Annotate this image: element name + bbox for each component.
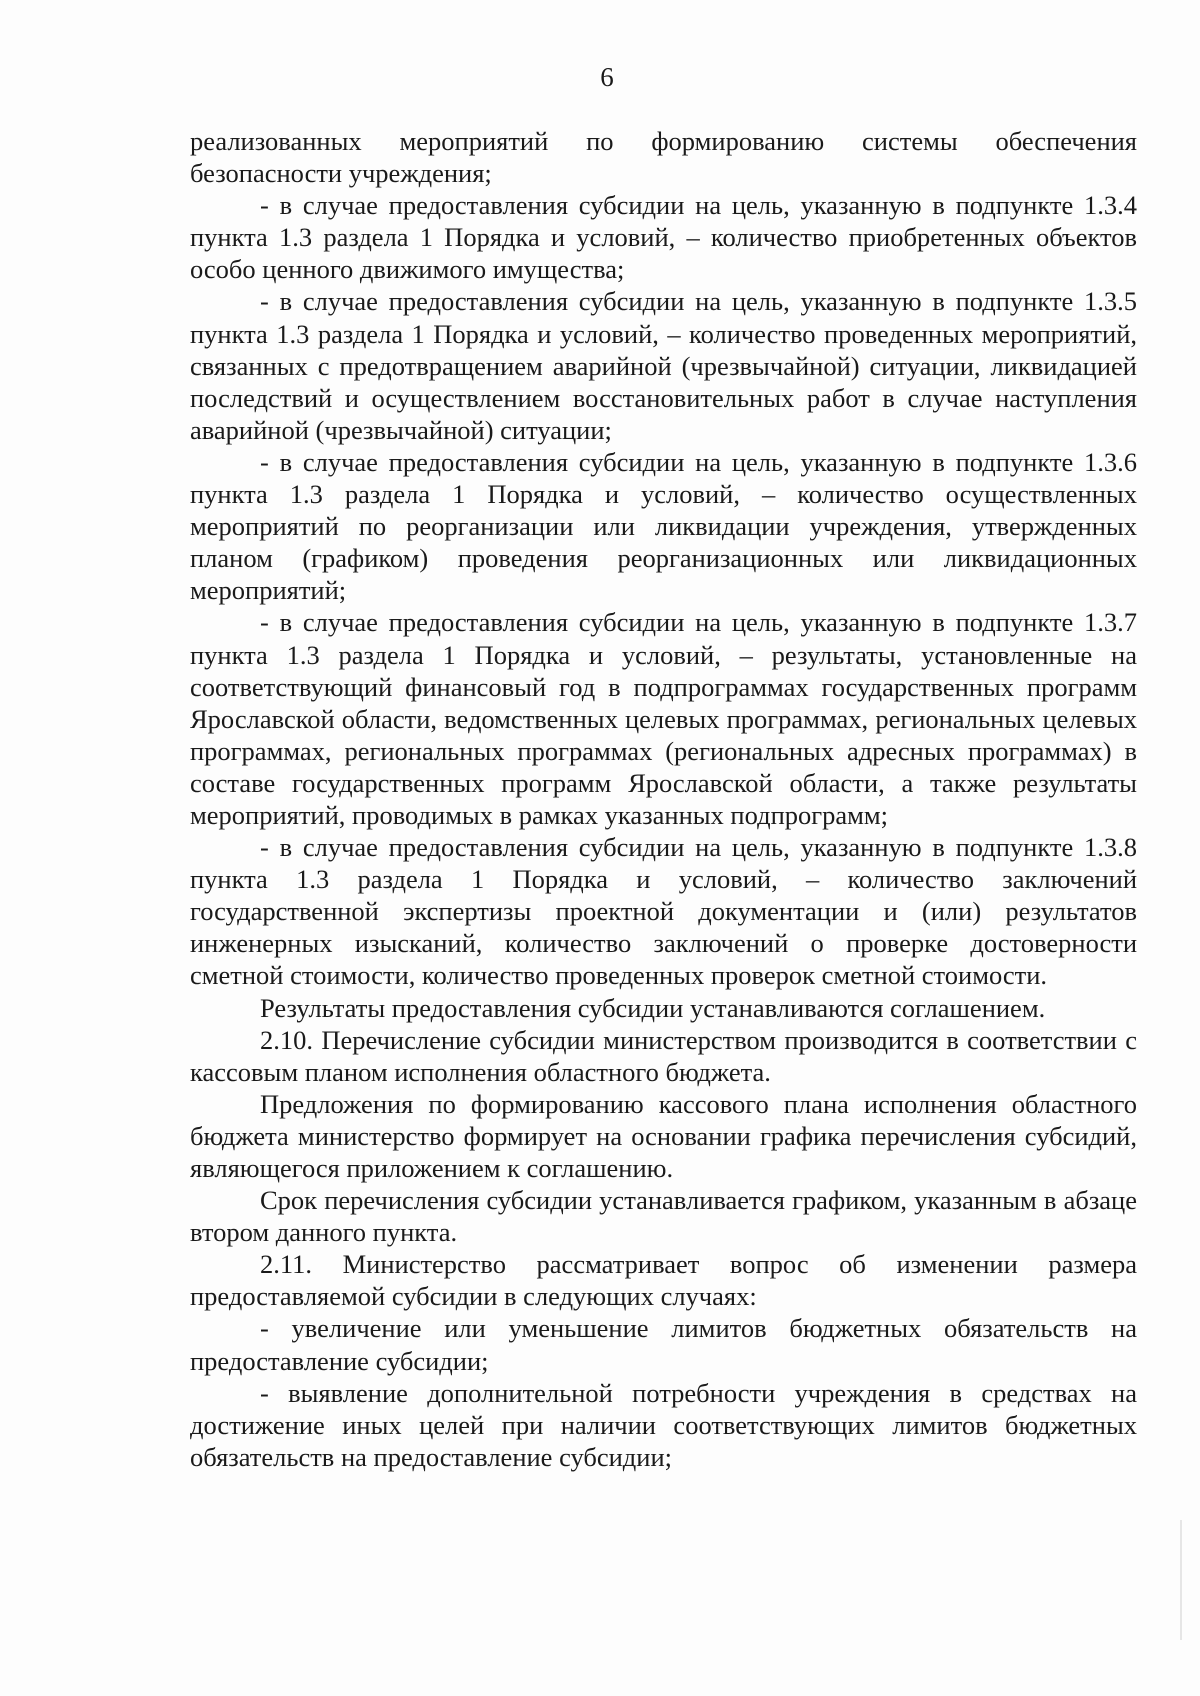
scan-edge-mark: [1180, 1520, 1182, 1640]
paragraph: - в случае предоставления субсидии на цель, указанную в подпункте 1.3.4 пункта 1.3 раздела 1 Порядка и условий, – количество приобретенных объектов особо ценного движимого имущества;: [190, 190, 1137, 285]
paragraph: реализованных мероприятий по формированию системы обеспечения безопасности учреждения;: [190, 126, 1137, 189]
paragraph: - в случае предоставления субсидии на цель, указанную в подпункте 1.3.5 пункта 1.3 раздела 1 Порядка и условий, – количество проведенных мероприятий, связанных с предотвращением аварийной (чрезвычайной) ситуации, ликвидацией последствий и осуществлением восстановительных работ в случае наступления аварийной (чрезвычайной) ситуации;: [190, 286, 1137, 445]
paragraph: Предложения по формированию кассового плана исполнения областного бюджета министерство формирует на основании графика перечисления субсидий, являющегося приложением к соглашению.: [190, 1088, 1137, 1183]
paragraph: - увеличение или уменьшение лимитов бюджетных обязательств на предоставление субсидии;: [190, 1313, 1137, 1376]
document-body: [190, 125, 1137, 1473]
paragraph: - в случае предоставления субсидии на цель, указанную в подпункте 1.3.7 пункта 1.3 раздела 1 Порядка и условий, – результаты, установленные на соответствующий финансовый год в подпрограммах государственных программ Ярославской области, ведомственных целевых программах, региональных целевых программах, региональных программах (региональных адресных программах) в составе государственных программ Ярославской области, а также результаты мероприятий, проводимых в рамках указанных подпрограмм;: [190, 607, 1137, 830]
page-number: 6: [600, 62, 614, 92]
paragraph: Срок перечисления субсидии устанавливается графиком, указанным в абзаце втором данного пункта.: [190, 1185, 1137, 1248]
paragraph: - выявление дополнительной потребности учреждения в средствах на достижение иных целей при наличии соответствующих лимитов бюджетных обязательств на предоставление субсидии;: [190, 1377, 1137, 1472]
paragraph: Результаты предоставления субсидии устанавливаются соглашением.: [260, 992, 1046, 1023]
paragraph: 2.11. Министерство рассматривает вопрос об изменении размера предоставляемой субсидии в следующих случаях:: [190, 1249, 1137, 1312]
paragraph: - в случае предоставления субсидии на цель, указанную в подпункте 1.3.8 пункта 1.3 раздела 1 Порядка и условий, – количество заключений государственной экспертизы проектной документации и (или) результатов инженерных изысканий, количество заключений о проверке достоверности сметной стоимости, количество проведенных проверок сметной стоимости.: [190, 832, 1137, 991]
paragraph: - в случае предоставления субсидии на цель, указанную в подпункте 1.3.6 пункта 1.3 раздела 1 Порядка и условий, – количество осуществленных мероприятий по реорганизации или ликвидации учреждения, утвержденных планом (графиком) проведения реорганизационных или ликвидационных мероприятий;: [190, 446, 1137, 606]
paragraph: 2.10. Перечисление субсидии министерством производится в соответствии с кассовым планом исполнения областного бюджета.: [190, 1024, 1137, 1087]
